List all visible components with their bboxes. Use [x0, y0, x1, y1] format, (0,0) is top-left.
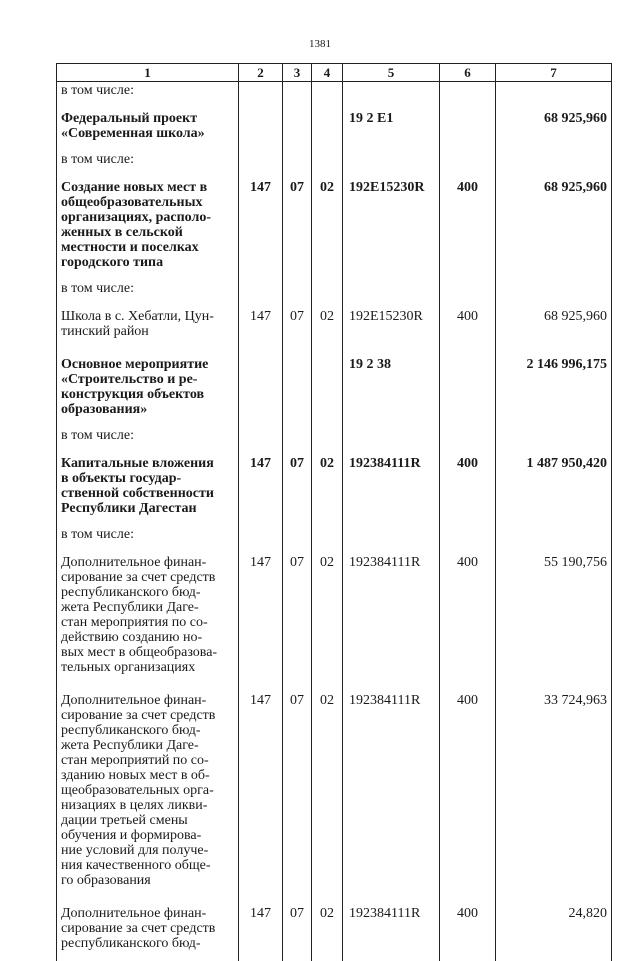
subsection-code-cell — [312, 280, 343, 301]
section-code-cell: 07 — [283, 547, 312, 685]
expense-type-code-cell — [440, 151, 496, 172]
section-code-cell — [283, 349, 312, 427]
section-code-cell — [283, 82, 312, 104]
budget-table — [56, 63, 612, 961]
expense-type-code-cell: 400 — [440, 547, 496, 685]
table-row — [57, 103, 612, 151]
row-description: Капитальные вложения в объекты государ- ственной собственности Республики Дагестан — [57, 448, 239, 526]
column-number-2: 2 — [239, 64, 283, 82]
ministry-code-cell — [239, 427, 283, 448]
row-description: Дополнительное финан- сирование за счет средств республиканского бюд- жета Республики Даге- стан мероприятия по со- действию созданию но- вых мест в общеобразова- тельных организациях — [57, 547, 239, 685]
including-label: в том числе: — [57, 526, 239, 547]
ministry-code-cell — [239, 280, 283, 301]
table-row — [57, 898, 612, 961]
target-article-code-cell: 19 2 38 — [343, 349, 440, 427]
including-label: в том числе: — [57, 427, 239, 448]
amount-cell: 68 925,960 — [496, 172, 612, 280]
subheading-row — [57, 151, 612, 172]
table-row — [57, 301, 612, 349]
table-body — [57, 82, 612, 961]
including-label: в том числе: — [57, 280, 239, 301]
row-description: Создание новых мест в общеобразовательных организациях, располо- женных в сельской местности и поселках городского типа — [57, 172, 239, 280]
section-code-cell — [283, 103, 312, 151]
amount-cell — [496, 82, 612, 104]
section-code-cell: 07 — [283, 301, 312, 349]
expense-type-code-cell — [440, 103, 496, 151]
subsection-code-cell — [312, 82, 343, 104]
subsection-code-cell: 02 — [312, 448, 343, 526]
target-article-code-cell: 192384111R — [343, 547, 440, 685]
section-code-cell — [283, 526, 312, 547]
row-description: Дополнительное финан- сирование за счет средств республиканского бюд- жета Республики Даге- стан мероприятий по со- зданию новых мест в об- щеобразовательных орга- низациях в целях ликви- дации третьей смены обучения и формирова- ние условий для получе- ния качественного обще- го образования — [57, 685, 239, 898]
section-code-cell: 07 — [283, 448, 312, 526]
target-article-code-cell — [343, 151, 440, 172]
section-code-cell: 07 — [283, 898, 312, 961]
target-article-code-cell: 192E15230R — [343, 301, 440, 349]
amount-cell: 55 190,756 — [496, 547, 612, 685]
ministry-code-cell — [239, 82, 283, 104]
ministry-code-cell — [239, 349, 283, 427]
ministry-code-cell: 147 — [239, 898, 283, 961]
subsection-code-cell — [312, 427, 343, 448]
section-code-cell — [283, 151, 312, 172]
ministry-code-cell: 147 — [239, 685, 283, 898]
target-article-code-cell — [343, 82, 440, 104]
amount-cell: 24,820 — [496, 898, 612, 961]
target-article-code-cell — [343, 526, 440, 547]
expense-type-code-cell: 400 — [440, 898, 496, 961]
expense-type-code-cell — [440, 280, 496, 301]
budget-table-frame — [56, 63, 611, 845]
subsection-code-cell: 02 — [312, 685, 343, 898]
row-description: Федеральный проект «Современная школа» — [57, 103, 239, 151]
amount-cell: 68 925,960 — [496, 103, 612, 151]
subsection-code-cell — [312, 151, 343, 172]
section-code-cell — [283, 427, 312, 448]
subsection-code-cell: 02 — [312, 898, 343, 961]
amount-cell: 2 146 996,175 — [496, 349, 612, 427]
ministry-code-cell — [239, 526, 283, 547]
subsection-code-cell — [312, 103, 343, 151]
table-row — [57, 685, 612, 898]
target-article-code-cell: 192384111R — [343, 448, 440, 526]
amount-cell: 33 724,963 — [496, 685, 612, 898]
section-code-cell — [283, 280, 312, 301]
section-code-cell: 07 — [283, 685, 312, 898]
ministry-code-cell: 147 — [239, 547, 283, 685]
including-label: в том числе: — [57, 82, 239, 104]
amount-cell — [496, 526, 612, 547]
subsection-code-cell — [312, 349, 343, 427]
row-description: Школа в с. Хебатли, Цун- тинский район — [57, 301, 239, 349]
target-article-code-cell — [343, 427, 440, 448]
amount-cell: 1 487 950,420 — [496, 448, 612, 526]
column-number-3: 3 — [283, 64, 312, 82]
expense-type-code-cell — [440, 427, 496, 448]
subheading-row — [57, 280, 612, 301]
subheading-row — [57, 427, 612, 448]
subsection-code-cell: 02 — [312, 547, 343, 685]
subheading-row — [57, 526, 612, 547]
target-article-code-cell: 19 2 E1 — [343, 103, 440, 151]
expense-type-code-cell — [440, 526, 496, 547]
column-number-7: 7 — [496, 64, 612, 82]
column-number-1: 1 — [57, 64, 239, 82]
expense-type-code-cell: 400 — [440, 301, 496, 349]
column-number-5: 5 — [343, 64, 440, 82]
ministry-code-cell: 147 — [239, 448, 283, 526]
table-row — [57, 547, 612, 685]
row-description: Дополнительное финан- сирование за счет средств республиканского бюд- — [57, 898, 239, 961]
ministry-code-cell: 147 — [239, 301, 283, 349]
ministry-code-cell — [239, 103, 283, 151]
expense-type-code-cell: 400 — [440, 685, 496, 898]
ministry-code-cell: 147 — [239, 172, 283, 280]
expense-type-code-cell: 400 — [440, 172, 496, 280]
amount-cell — [496, 151, 612, 172]
target-article-code-cell: 192384111R — [343, 898, 440, 961]
target-article-code-cell — [343, 280, 440, 301]
amount-cell: 68 925,960 — [496, 301, 612, 349]
amount-cell — [496, 427, 612, 448]
expense-type-code-cell: 400 — [440, 448, 496, 526]
including-label: в том числе: — [57, 151, 239, 172]
target-article-code-cell: 192384111R — [343, 685, 440, 898]
row-description: Основное мероприятие «Строительство и ре- конструкция объектов образования» — [57, 349, 239, 427]
target-article-code-cell: 192E15230R — [343, 172, 440, 280]
expense-type-code-cell — [440, 82, 496, 104]
column-number-6: 6 — [440, 64, 496, 82]
table-row — [57, 448, 612, 526]
amount-cell — [496, 280, 612, 301]
ministry-code-cell — [239, 151, 283, 172]
column-number-header — [57, 64, 612, 82]
table-row — [57, 172, 612, 280]
subsection-code-cell — [312, 526, 343, 547]
subsection-code-cell: 02 — [312, 301, 343, 349]
subheading-row — [57, 82, 612, 104]
page-number: 1381 — [0, 38, 640, 50]
table-row — [57, 349, 612, 427]
subsection-code-cell: 02 — [312, 172, 343, 280]
expense-type-code-cell — [440, 349, 496, 427]
column-number-4: 4 — [312, 64, 343, 82]
section-code-cell: 07 — [283, 172, 312, 280]
